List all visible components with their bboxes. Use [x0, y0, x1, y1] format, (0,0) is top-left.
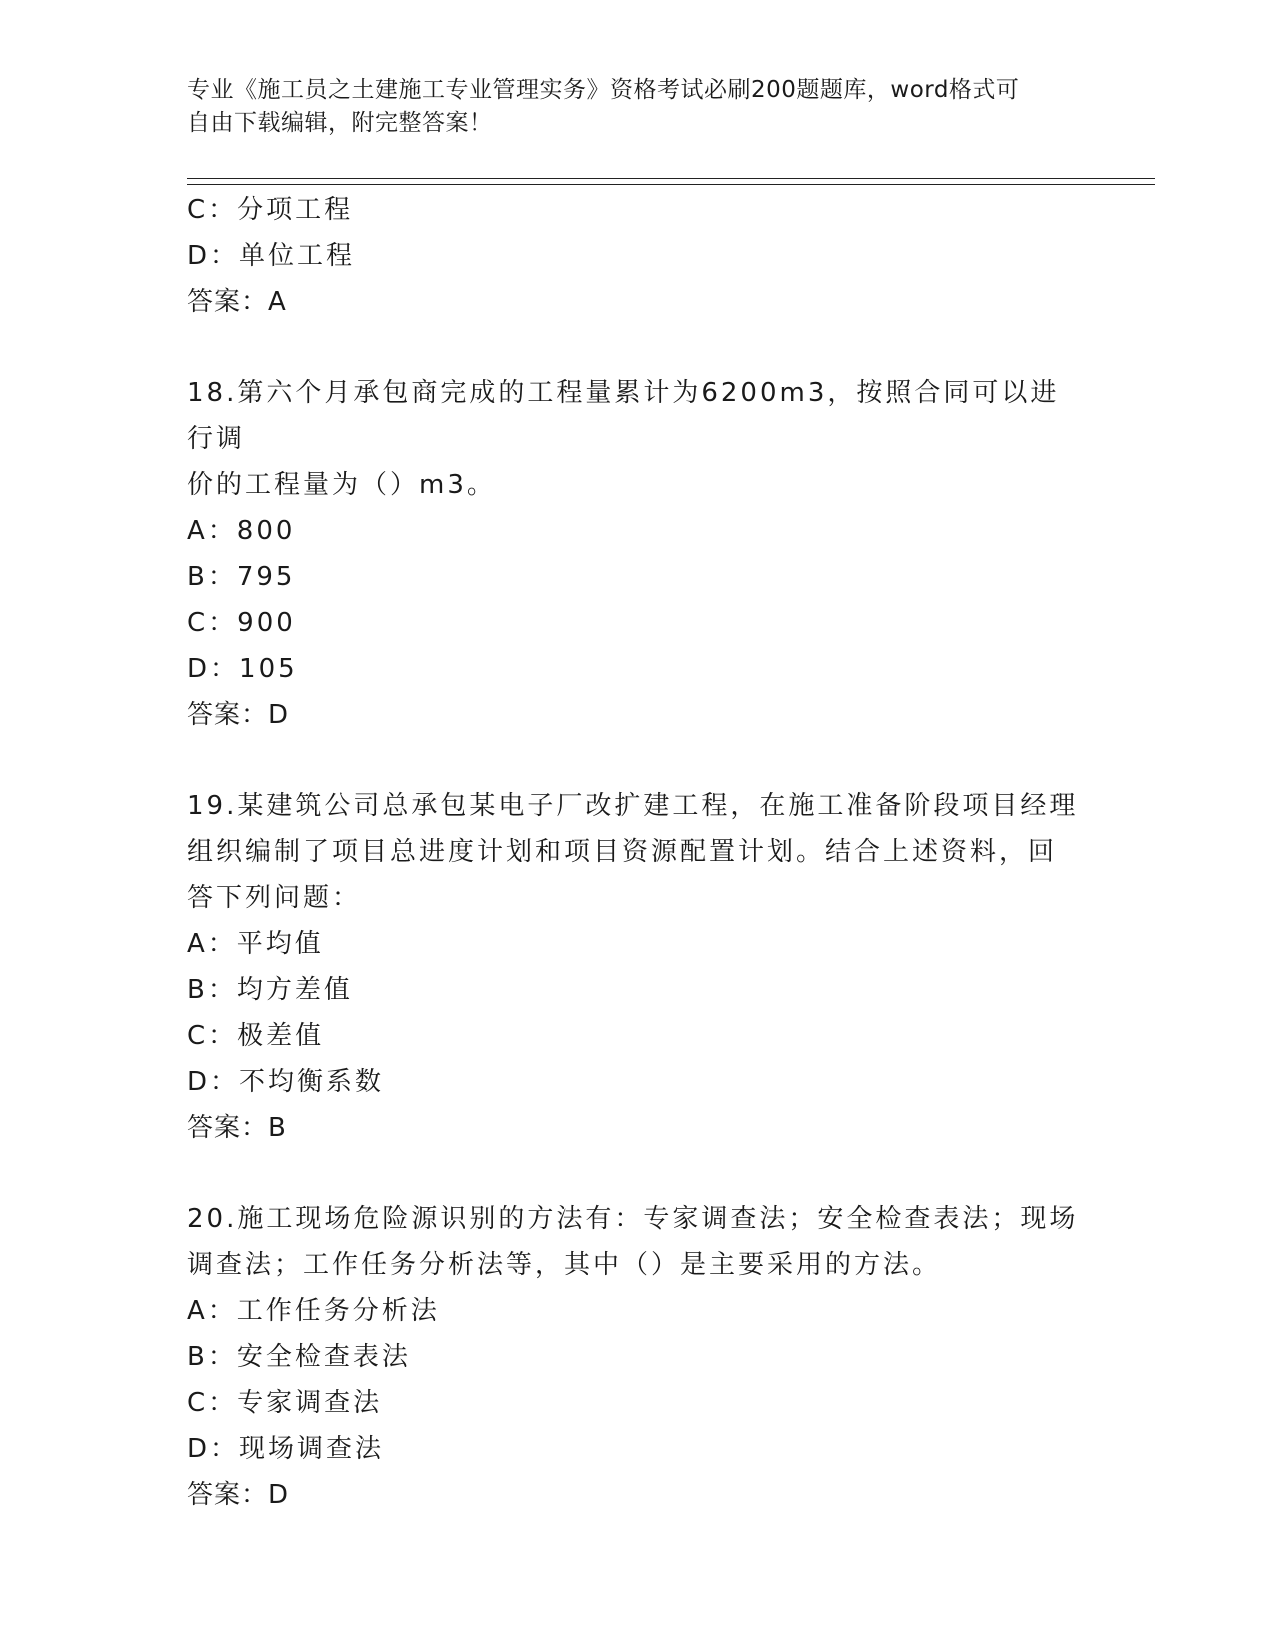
- q19-stem-line-1: 19.某建筑公司总承包某电子厂改扩建工程，在施工准备阶段项目经理: [187, 791, 1079, 821]
- q20-option-b: B：安全检查表法: [187, 1342, 411, 1372]
- q19-option-b: B：均方差值: [187, 975, 353, 1005]
- spacer: [187, 738, 1087, 783]
- q19-option-a: A：平均值: [187, 929, 324, 959]
- q19-option-c: C：极差值: [187, 1021, 325, 1051]
- q20-stem-line-2: 调查法；工作任务分析法等，其中（）是主要采用的方法。: [187, 1250, 942, 1280]
- q19-stem-line-3: 答下列问题：: [187, 883, 362, 913]
- q20-option-c: C：专家调查法: [187, 1388, 383, 1418]
- q17-answer: 答案：A: [187, 287, 287, 317]
- q17-option-c: C：分项工程: [187, 195, 354, 225]
- question-list: [187, 187, 1087, 1518]
- q18-answer: 答案：D: [187, 700, 290, 730]
- question-18: [187, 370, 1087, 738]
- q20-option-a: A：工作任务分析法: [187, 1296, 440, 1326]
- question-17-tail: [187, 187, 1087, 325]
- header-title-line-1: 专业《施工员之土建施工专业管理实务》资格考试必刷200题题库，word格式可: [187, 77, 1020, 103]
- q18-option-b: B：795: [187, 562, 296, 592]
- q18-stem-line-1: 18.第六个月承包商完成的工程量累计为6200m3，按照合同可以进行调: [187, 378, 1060, 454]
- q17-option-d: D：单位工程: [187, 241, 356, 271]
- spacer: [187, 325, 1087, 370]
- q19-stem-line-2: 组织编制了项目总进度计划和项目资源配置计划。结合上述资料，回: [187, 837, 1058, 867]
- q20-option-d: D：现场调查法: [187, 1434, 385, 1464]
- q18-stem-line-2: 价的工程量为（）m3。: [187, 470, 496, 500]
- header-title-line-2: 自由下载编辑，附完整答案！: [187, 110, 493, 136]
- q19-answer: 答案：B: [187, 1113, 287, 1143]
- question-20: [187, 1196, 1087, 1518]
- q18-option-d: D：105: [187, 654, 298, 684]
- q18-option-c: C：900: [187, 608, 296, 638]
- q18-option-a: A：800: [187, 516, 296, 546]
- q19-option-d: D：不均衡系数: [187, 1067, 385, 1097]
- page-header: [187, 74, 1067, 140]
- q20-stem-line-1: 20.施工现场危险源识别的方法有：专家调查法；安全检查表法；现场: [187, 1204, 1079, 1234]
- header-divider: [187, 178, 1155, 185]
- q20-answer: 答案：D: [187, 1480, 290, 1510]
- question-19: [187, 783, 1087, 1151]
- spacer: [187, 1151, 1087, 1196]
